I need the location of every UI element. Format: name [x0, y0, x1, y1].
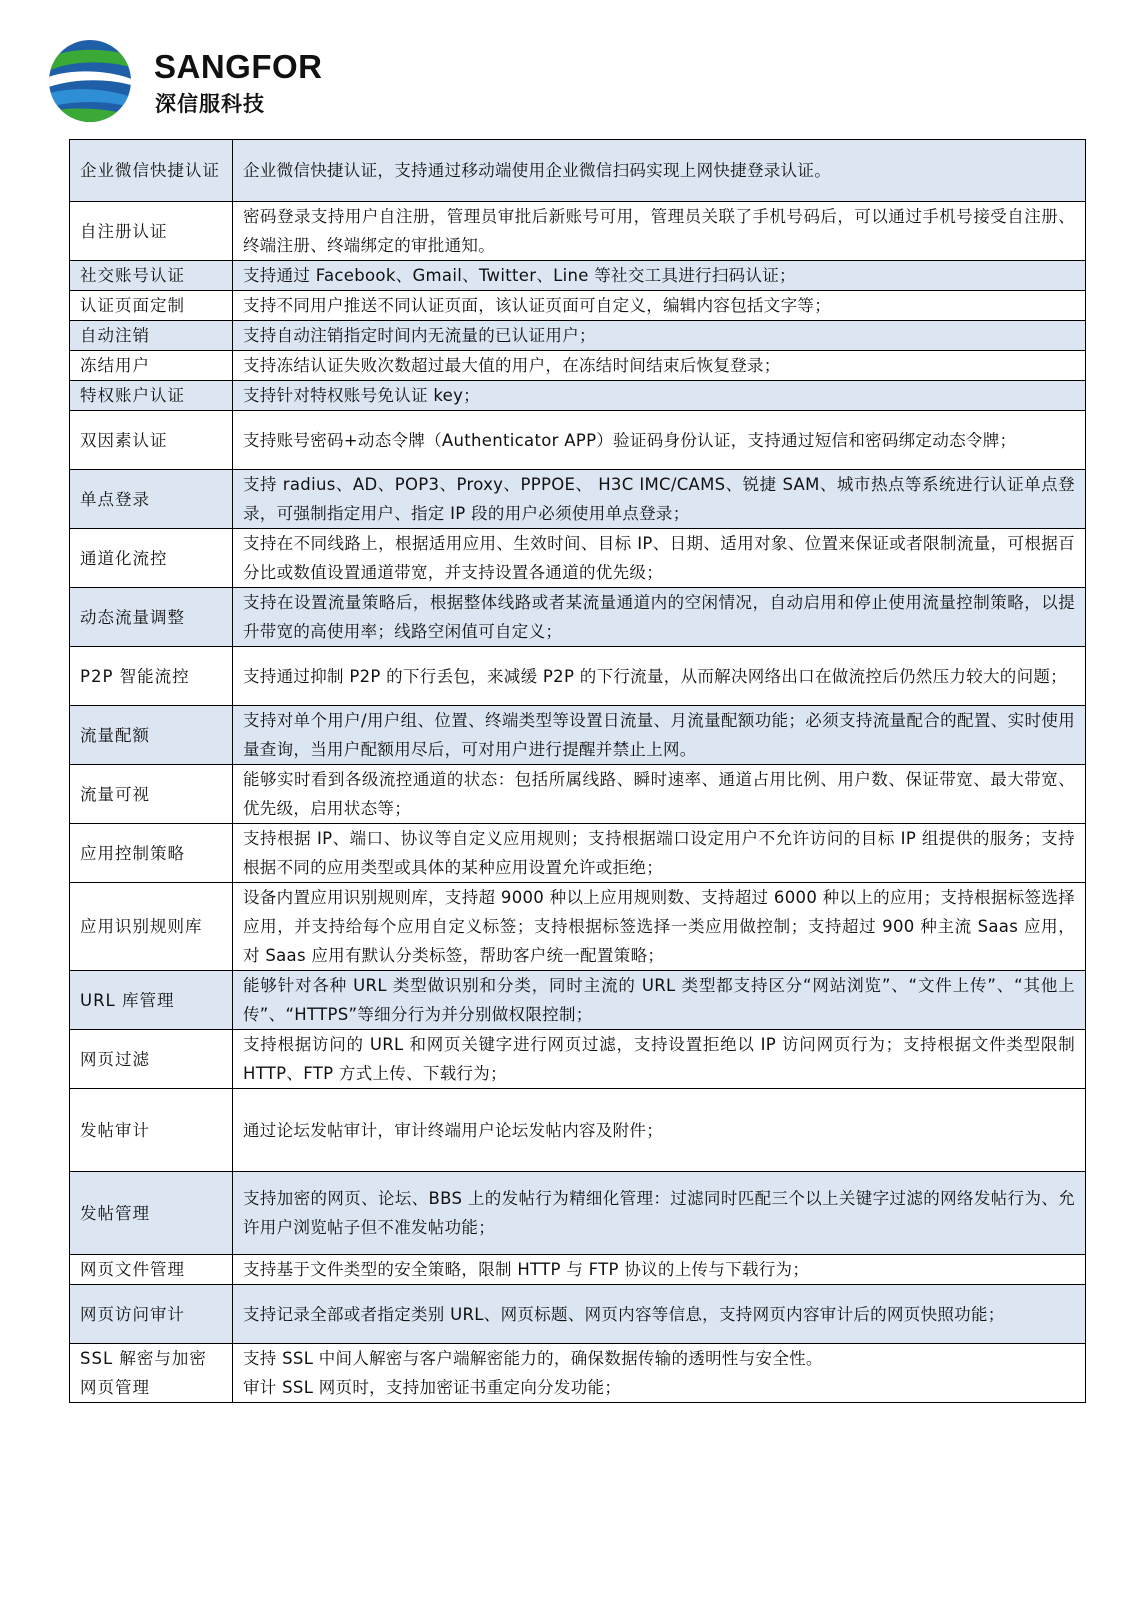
feature-description-cell	[233, 202, 1086, 261]
feature-name-cell: 发帖审计	[70, 1089, 233, 1172]
feature-name-cell: 自注册认证	[70, 202, 233, 261]
feature-name-cell: 认证页面定制	[70, 291, 233, 321]
feature-description-cell	[233, 411, 1086, 470]
feature-description-cell	[233, 971, 1086, 1030]
feature-description-text: 支持通过抑制 P2P 的下行丢包，来减缓 P2P 的下行流量，从而解决网络出口在做流控后仍然压力较大的问题；	[243, 666, 1067, 686]
table-row	[70, 321, 1086, 351]
feature-description-text: 支持 radius、AD、POP3、Proxy、PPPOE、 H3C IMC/CAMS、锐捷 SAM、城市热点等系统进行认证单点登录，可强制指定用户、指定 IP 段的用户必须使用单点登录；	[243, 475, 1075, 523]
table-row	[70, 202, 1086, 261]
brand-name-en: SANGFOR	[154, 48, 323, 85]
table-row	[70, 140, 1086, 202]
table-row	[70, 588, 1086, 647]
table-row	[70, 1172, 1086, 1255]
feature-name-cell: 社交账号认证	[70, 261, 233, 291]
feature-name-cell: 特权账户认证	[70, 381, 233, 411]
feature-description-cell	[233, 824, 1086, 883]
feature-description-cell	[233, 588, 1086, 647]
feature-name-cell: 企业微信快捷认证	[70, 140, 233, 202]
feature-description-cell	[233, 647, 1086, 706]
feature-description-text: 支持根据 IP、端口、协议等自定义应用规则；支持根据端口设定用户不允许访问的目标 IP 组提供的服务；支持根据不同的应用类型或具体的某种应用设置允许或拒绝；	[243, 829, 1075, 877]
feature-description-text: 支持 SSL 中间人解密与客户端解密能力的，确保数据传输的透明性与安全性。	[243, 1349, 823, 1368]
feature-description-text: 支持账号密码+动态令牌（Authenticator APP）验证码身份认证，支持通过短信和密码绑定动态令牌；	[243, 430, 1017, 450]
feature-name-cell: 流量配额	[70, 706, 233, 765]
feature-name-cell: 网页文件管理	[70, 1255, 233, 1285]
feature-description-cell	[233, 351, 1086, 381]
table-row	[70, 261, 1086, 291]
table-row	[70, 470, 1086, 529]
table-row	[70, 1344, 1086, 1403]
feature-spec-table-body	[70, 140, 1086, 1403]
feature-name-cell: 自动注销	[70, 321, 233, 351]
feature-description-cell	[233, 261, 1086, 291]
feature-description-cell	[233, 381, 1086, 411]
table-row	[70, 706, 1086, 765]
table-row	[70, 1285, 1086, 1344]
table-row	[70, 883, 1086, 971]
feature-name-cell: SSL 解密与加密网页管理	[70, 1344, 233, 1403]
feature-description-text: 支持根据访问的 URL 和网页关键字进行网页过滤，支持设置拒绝以 IP 访问网页行为；支持根据文件类型限制 HTTP、FTP 方式上传、下载行为；	[243, 1035, 1075, 1083]
company-logo	[46, 38, 326, 124]
table-row	[70, 529, 1086, 588]
feature-description-text: 设备内置应用识别规则库，支持超 9000 种以上应用规则数、支持超过 6000 种以上的应用；支持根据标签选择应用，并支持给每个应用自定义标签；支持根据标签选择一类应用做控制；支持超过 900 种主流 Saas 应用，对 Saas 应用有默认分类标签，帮助客户统一配置策略；	[243, 888, 1075, 965]
table-row	[70, 824, 1086, 883]
table-row	[70, 1030, 1086, 1089]
feature-description-cell	[233, 140, 1086, 202]
feature-description-text: 支持通过 Facebook、Gmail、Twitter、Line 等社交工具进行扫码认证；	[243, 266, 796, 285]
feature-description-text: 支持冻结认证失败次数超过最大值的用户，在冻结时间结束后恢复登录；	[243, 356, 781, 375]
feature-name-cell: 单点登录	[70, 470, 233, 529]
feature-name-cell: 双因素认证	[70, 411, 233, 470]
table-row	[70, 1089, 1086, 1172]
table-row	[70, 291, 1086, 321]
feature-description-cell	[233, 1344, 1086, 1403]
feature-name-cell: 动态流量调整	[70, 588, 233, 647]
table-row	[70, 765, 1086, 824]
feature-spec-table	[69, 139, 1086, 1403]
feature-description-text: 支持不同用户推送不同认证页面，该认证页面可自定义，编辑内容包括文字等；	[243, 296, 831, 315]
feature-description-cell	[233, 291, 1086, 321]
table-row	[70, 411, 1086, 470]
feature-description-cell	[233, 321, 1086, 351]
sangfor-globe-icon	[46, 38, 134, 124]
feature-description-cell	[233, 470, 1086, 529]
feature-description-text: 企业微信快捷认证，支持通过移动端使用企业微信扫码实现上网快捷登录认证。	[243, 161, 831, 180]
feature-description-text: 支持在不同线路上，根据适用应用、生效时间、目标 IP、日期、适用对象、位置来保证或者限制流量，可根据百分比或数值设置通道带宽，并支持设置各通道的优先级；	[243, 534, 1075, 582]
feature-name-cell: 应用控制策略	[70, 824, 233, 883]
table-row	[70, 1255, 1086, 1285]
feature-name-cell: 网页过滤	[70, 1030, 233, 1089]
feature-name-cell: 网页访问审计	[70, 1285, 233, 1344]
feature-description-text: 支持基于文件类型的安全策略，限制 HTTP 与 FTP 协议的上传与下载行为；	[243, 1260, 810, 1279]
feature-description-text: 支持针对特权账号免认证 key；	[243, 386, 480, 405]
feature-name-cell: P2P 智能流控	[70, 647, 233, 706]
feature-description-text: 密码登录支持用户自注册，管理员审批后新账号可用，管理员关联了手机号码后，可以通过手机号接受自注册、终端注册、终端绑定的审批通知。	[243, 207, 1075, 255]
feature-description-cell	[233, 706, 1086, 765]
feature-description-text: 支持在设置流量策略后，根据整体线路或者某流量通道内的空闲情况，自动启用和停止使用流量控制策略，以提升带宽的高使用率；线路空闲值可自定义；	[243, 593, 1075, 641]
feature-description-text: 能够实时看到各级流控通道的状态：包括所属线路、瞬时速率、通道占用比例、用户数、保证带宽、最大带宽、优先级，启用状态等；	[243, 770, 1075, 818]
feature-description-text: 审计 SSL 网页时，支持加密证书重定向分发功能；	[243, 1378, 622, 1397]
feature-name-cell: 应用识别规则库	[70, 883, 233, 971]
feature-name-cell: 流量可视	[70, 765, 233, 824]
feature-description-cell	[233, 1285, 1086, 1344]
feature-description-cell	[233, 1172, 1086, 1255]
feature-description-cell	[233, 765, 1086, 824]
feature-description-text: 支持记录全部或者指定类别 URL、网页标题、网页内容等信息，支持网页内容审计后的网页快照功能；	[243, 1304, 1005, 1324]
feature-description-cell	[233, 1030, 1086, 1089]
table-row	[70, 351, 1086, 381]
table-row	[70, 971, 1086, 1030]
feature-description-cell	[233, 1089, 1086, 1172]
feature-description-cell	[233, 883, 1086, 971]
feature-description-cell	[233, 529, 1086, 588]
feature-description-text: 通过论坛发帖审计，审计终端用户论坛发帖内容及附件；	[243, 1120, 663, 1140]
feature-name-cell: 发帖管理	[70, 1172, 233, 1255]
table-row	[70, 381, 1086, 411]
brand-name-cn: 深信服科技	[155, 92, 265, 116]
feature-name-cell: URL 库管理	[70, 971, 233, 1030]
feature-description-text: 支持自动注销指定时间内无流量的已认证用户；	[243, 326, 596, 345]
feature-description-cell	[233, 1255, 1086, 1285]
table-row	[70, 647, 1086, 706]
feature-description-text: 支持对单个用户/用户组、位置、终端类型等设置日流量、月流量配额功能；必须支持流量配合的配置、实时使用量查询，当用户配额用尽后，可对用户进行提醒并禁止上网。	[243, 711, 1075, 759]
feature-name-cell: 冻结用户	[70, 351, 233, 381]
feature-name-cell: 通道化流控	[70, 529, 233, 588]
feature-description-text: 支持加密的网页、论坛、BBS 上的发帖行为精细化管理：过滤同时匹配三个以上关键字过滤的网络发帖行为、允许用户浏览帖子但不准发帖功能；	[243, 1189, 1075, 1237]
feature-description-text: 能够针对各种 URL 类型做识别和分类，同时主流的 URL 类型都支持区分“网站浏览”、“文件上传”、“其他上传”、“HTTPS”等细分行为并分别做权限控制；	[243, 976, 1075, 1024]
